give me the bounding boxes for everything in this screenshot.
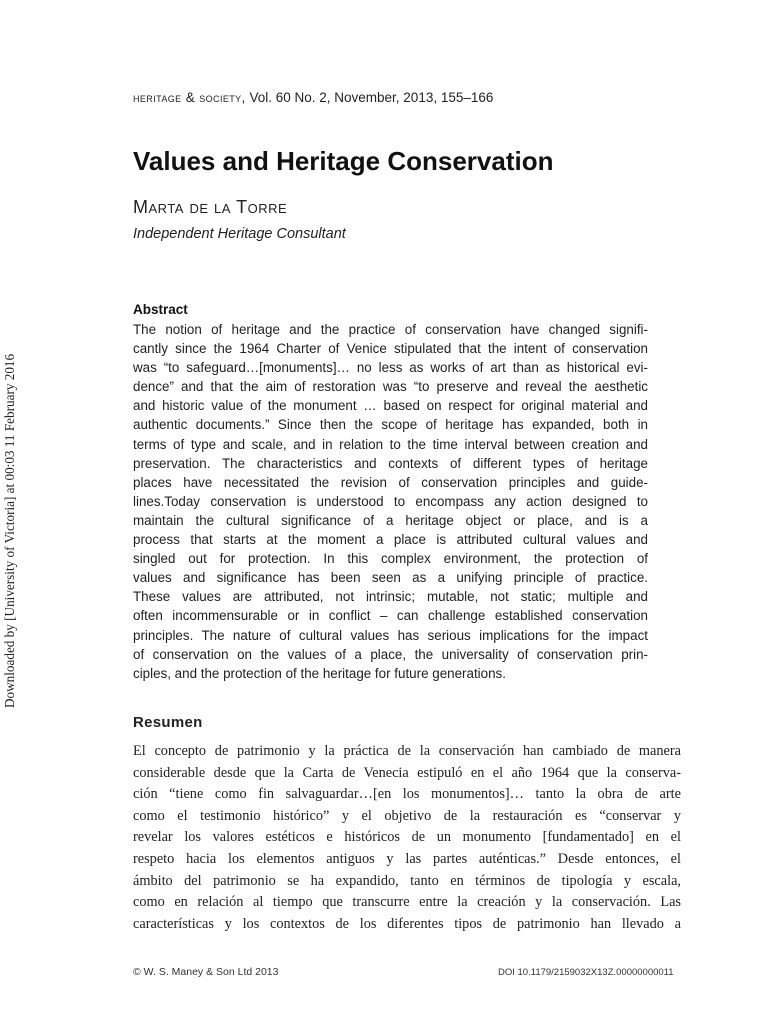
resumen-line: ámbito del patrimonio se ha expandido, tanto en términos de tipología y escala, <box>133 872 681 889</box>
abstract-line: terms of type and scale, and in relation to the time interval between creation and <box>133 436 648 452</box>
abstract-line: preservation. The characteristics and contexts of different types of heritage <box>133 455 648 471</box>
resumen-line: revelar los valores estéticos e históricos de un monumento [fundamentado] en el <box>133 829 681 846</box>
abstract-line: was “to safeguard…[monuments]… no less as works of art than as historical evi- <box>133 360 648 376</box>
abstract-line: places have necessitated the revision of conservation principles and guide- <box>133 474 648 490</box>
copyright-notice: © W. S. Maney & Son Ltd 2013 <box>133 966 279 978</box>
download-watermark: Downloaded by [University of Victoria] at 00:03 11 February 2016 <box>2 353 17 708</box>
resumen-body <box>133 741 681 935</box>
abstract-line: lines.Today conservation is understood to encompass any action designed to <box>133 493 648 509</box>
abstract-line: and historic value of the monument … based on respect for original material and <box>133 398 648 414</box>
volume-issue-pages: Vol. 60 No. 2, November, 2013, 155–166 <box>249 90 494 105</box>
article-title: Values and Heritage Conservation <box>133 146 554 176</box>
resumen-line: ción “tiene como fin salvaguardar…[en los monumentos]… tanto la obra de arte <box>133 786 681 803</box>
abstract-body <box>133 320 648 683</box>
resumen-line: El concepto de patrimonio y la práctica de la conservación han cambiado de manera <box>133 743 681 759</box>
abstract-line: principles. The nature of cultural values has serious implications for the impact <box>133 627 648 643</box>
resumen-heading: Resumen <box>133 714 203 731</box>
abstract-line: These values are attributed, not intrinsic; mutable, not static; multiple and <box>133 589 648 605</box>
abstract-line: often incommensurable or in conflict – can challenge established conservation <box>133 608 648 624</box>
resumen-line: características y los contextos de los diferentes tipos de patrimonio han llevado a <box>133 915 681 932</box>
abstract-line: values and significance has been seen as a unifying principle of practice. <box>133 570 648 586</box>
resumen-line: respeto hacia los elementos antiguos y las partes auténticas.” Desde entonces, el <box>133 850 681 867</box>
abstract-line: authentic documents.” Since then the scope of heritage has expanded, both in <box>133 417 648 433</box>
resumen-line: como en relación al tiempo que transcurre entre la creación y la conservación. Las <box>133 894 681 911</box>
resumen-line: como el testimonio histórico” y el objetivo de la restauración es “conservar y <box>133 807 681 824</box>
abstract-line: dence” and that the aim of restoration was “to preserve and reveal the aesthetic <box>133 379 648 395</box>
abstract-line: process that starts at the moment a place is attributed cultural values and <box>133 532 648 548</box>
journal-citation <box>133 90 493 105</box>
abstract-line: cantly since the 1964 Charter of Venice stipulated that the intent of conservation <box>133 341 648 357</box>
abstract-line: ciples, and the protection of the heritage for future generations. <box>133 665 506 681</box>
resumen-line: considerable desde que la Carta de Venecia estipuló en el año 1964 que la conserva- <box>133 764 681 781</box>
journal-name: heritage & society, <box>133 90 246 105</box>
abstract-line: The notion of heritage and the practice of conservation have changed signifi- <box>133 322 648 337</box>
abstract-line: of conservation on the values of a place, the universality of conservation prin- <box>133 646 648 662</box>
author-affiliation: Independent Heritage Consultant <box>133 226 346 242</box>
doi-link[interactable]: DOI 10.1179/2159032X13Z.00000000011 <box>498 967 674 978</box>
abstract-line: maintain the cultural significance of a heritage object or place, and is a <box>133 512 648 528</box>
abstract-heading: Abstract <box>133 302 188 317</box>
abstract-line: singled out for protection. In this complex environment, the protection of <box>133 551 648 567</box>
author-name: Marta de la Torre <box>133 197 288 217</box>
